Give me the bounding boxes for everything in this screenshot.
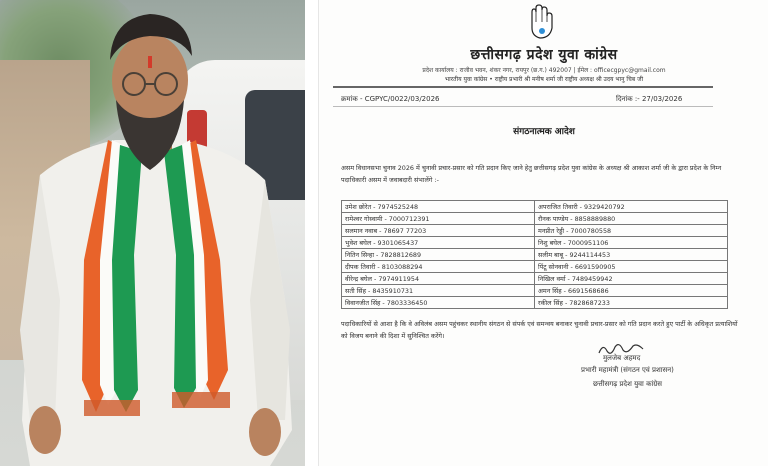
signatory-name: मुलजेब अहमद	[603, 354, 641, 362]
portrait-photo	[0, 0, 305, 466]
table-row	[342, 273, 728, 285]
order-heading: संगठनात्मक आदेश	[513, 127, 575, 137]
letterhead-national-line: भारतीय युवा कांग्रेस • राष्ट्रीय प्रभारी श्री मनीष शर्मा जी राष्ट्रीय अध्यक्ष श्री उदय भानु चिब जी	[444, 76, 644, 83]
member-cell: अमन सिंह - 6691568686	[535, 285, 728, 297]
member-cell: निशु बघेल - 7000951106	[535, 237, 728, 249]
table-row	[342, 285, 728, 297]
member-cell: उमेश छोरेत - 7974525248	[342, 201, 535, 213]
members-table	[341, 200, 728, 309]
letter-date: दिनांक :- 27/03/2026	[616, 95, 683, 103]
table-row	[342, 237, 728, 249]
member-cell: निखिल वर्मा - 7489459942	[535, 273, 728, 285]
member-cell: सलीम बाबू - 9244114453	[535, 249, 728, 261]
member-cell: अपराजित तिवारी - 9329420792	[535, 201, 728, 213]
table-row	[342, 225, 728, 237]
signatory-role: प्रभारी महामंत्री (संगठन एवं प्रशासन)	[581, 366, 674, 374]
reference-number: क्रमांक - CGPYC/0022/03/2026	[341, 95, 440, 103]
table-row	[342, 249, 728, 261]
member-cell: वीरेन्द्र बघेल - 7974911954	[342, 273, 535, 285]
member-cell: पिंटू सोनवानी - 6691590905	[535, 261, 728, 273]
letter-document	[318, 0, 768, 466]
table-row	[342, 297, 728, 309]
member-cell: सलमान नवाब - 78697 77203	[342, 225, 535, 237]
table-row	[342, 213, 728, 225]
member-cell: रामेश्वर गोस्वामी - 7000712391	[342, 213, 535, 225]
member-cell: नितिन सिन्हा - 7828812689	[342, 249, 535, 261]
member-cell: रकील सिंह - 7828687233	[535, 297, 728, 309]
member-cell: सती सिंह - 8435910731	[342, 285, 535, 297]
closing-paragraph: पदाधिकारियों से आशा है कि वे अविलंब असम पहुंचकर स्थानीय संगठन से संपर्क एवं समन्वय बनाकर चुनावी प्रचार-प्रसार को गति प्रदान करते हुए पार्टी के अधिकृत प्रत्याशियों को विजय बनाने की दिशा में सुनिश्चित करेंगे।	[341, 320, 738, 340]
header-divider	[333, 86, 713, 88]
table-row	[342, 261, 728, 273]
member-cell: दीपक तिवारी - 8103088294	[342, 261, 535, 273]
order-intro: असम विधानसभा चुनाव 2026 में चुनावी प्रचार-प्रसार को गति प्रदान किए जाने हेतु छत्तीसगढ़ प्रदेश युवा कांग्रेस के अध्यक्ष श्री आकाश शर्मा जी के द्वारा प्रदेश के निम्न पदाधिकारी असम में जवाबदारी संभालेंगे :-	[341, 164, 722, 184]
signatory-organisation: छत्तीसगढ़ प्रदेश युवा कांग्रेस	[593, 380, 662, 388]
letterhead-title: छत्तीसगढ़ प्रदेश युवा कांग्रेस	[470, 47, 618, 63]
member-cell: मनप्रीत रेड्डी - 7000780558	[535, 225, 728, 237]
hand-logo-icon	[522, 2, 558, 42]
letterhead-address: प्रदेश कार्यालय : राजीव भवन, शंकर नगर, रायपुर (छ.ग.) 492007 | ईमेल : officecgpyc@gmail.com	[422, 67, 666, 74]
table-row	[342, 201, 728, 213]
person-illustration	[0, 0, 305, 466]
ref-divider	[333, 106, 713, 107]
member-cell: भुवेश बघेल - 9301065437	[342, 237, 535, 249]
member-cell: विवानजीत सिंह - 7803336450	[342, 297, 535, 309]
member-cell: रौनक पाण्डेय - 8858889880	[535, 213, 728, 225]
